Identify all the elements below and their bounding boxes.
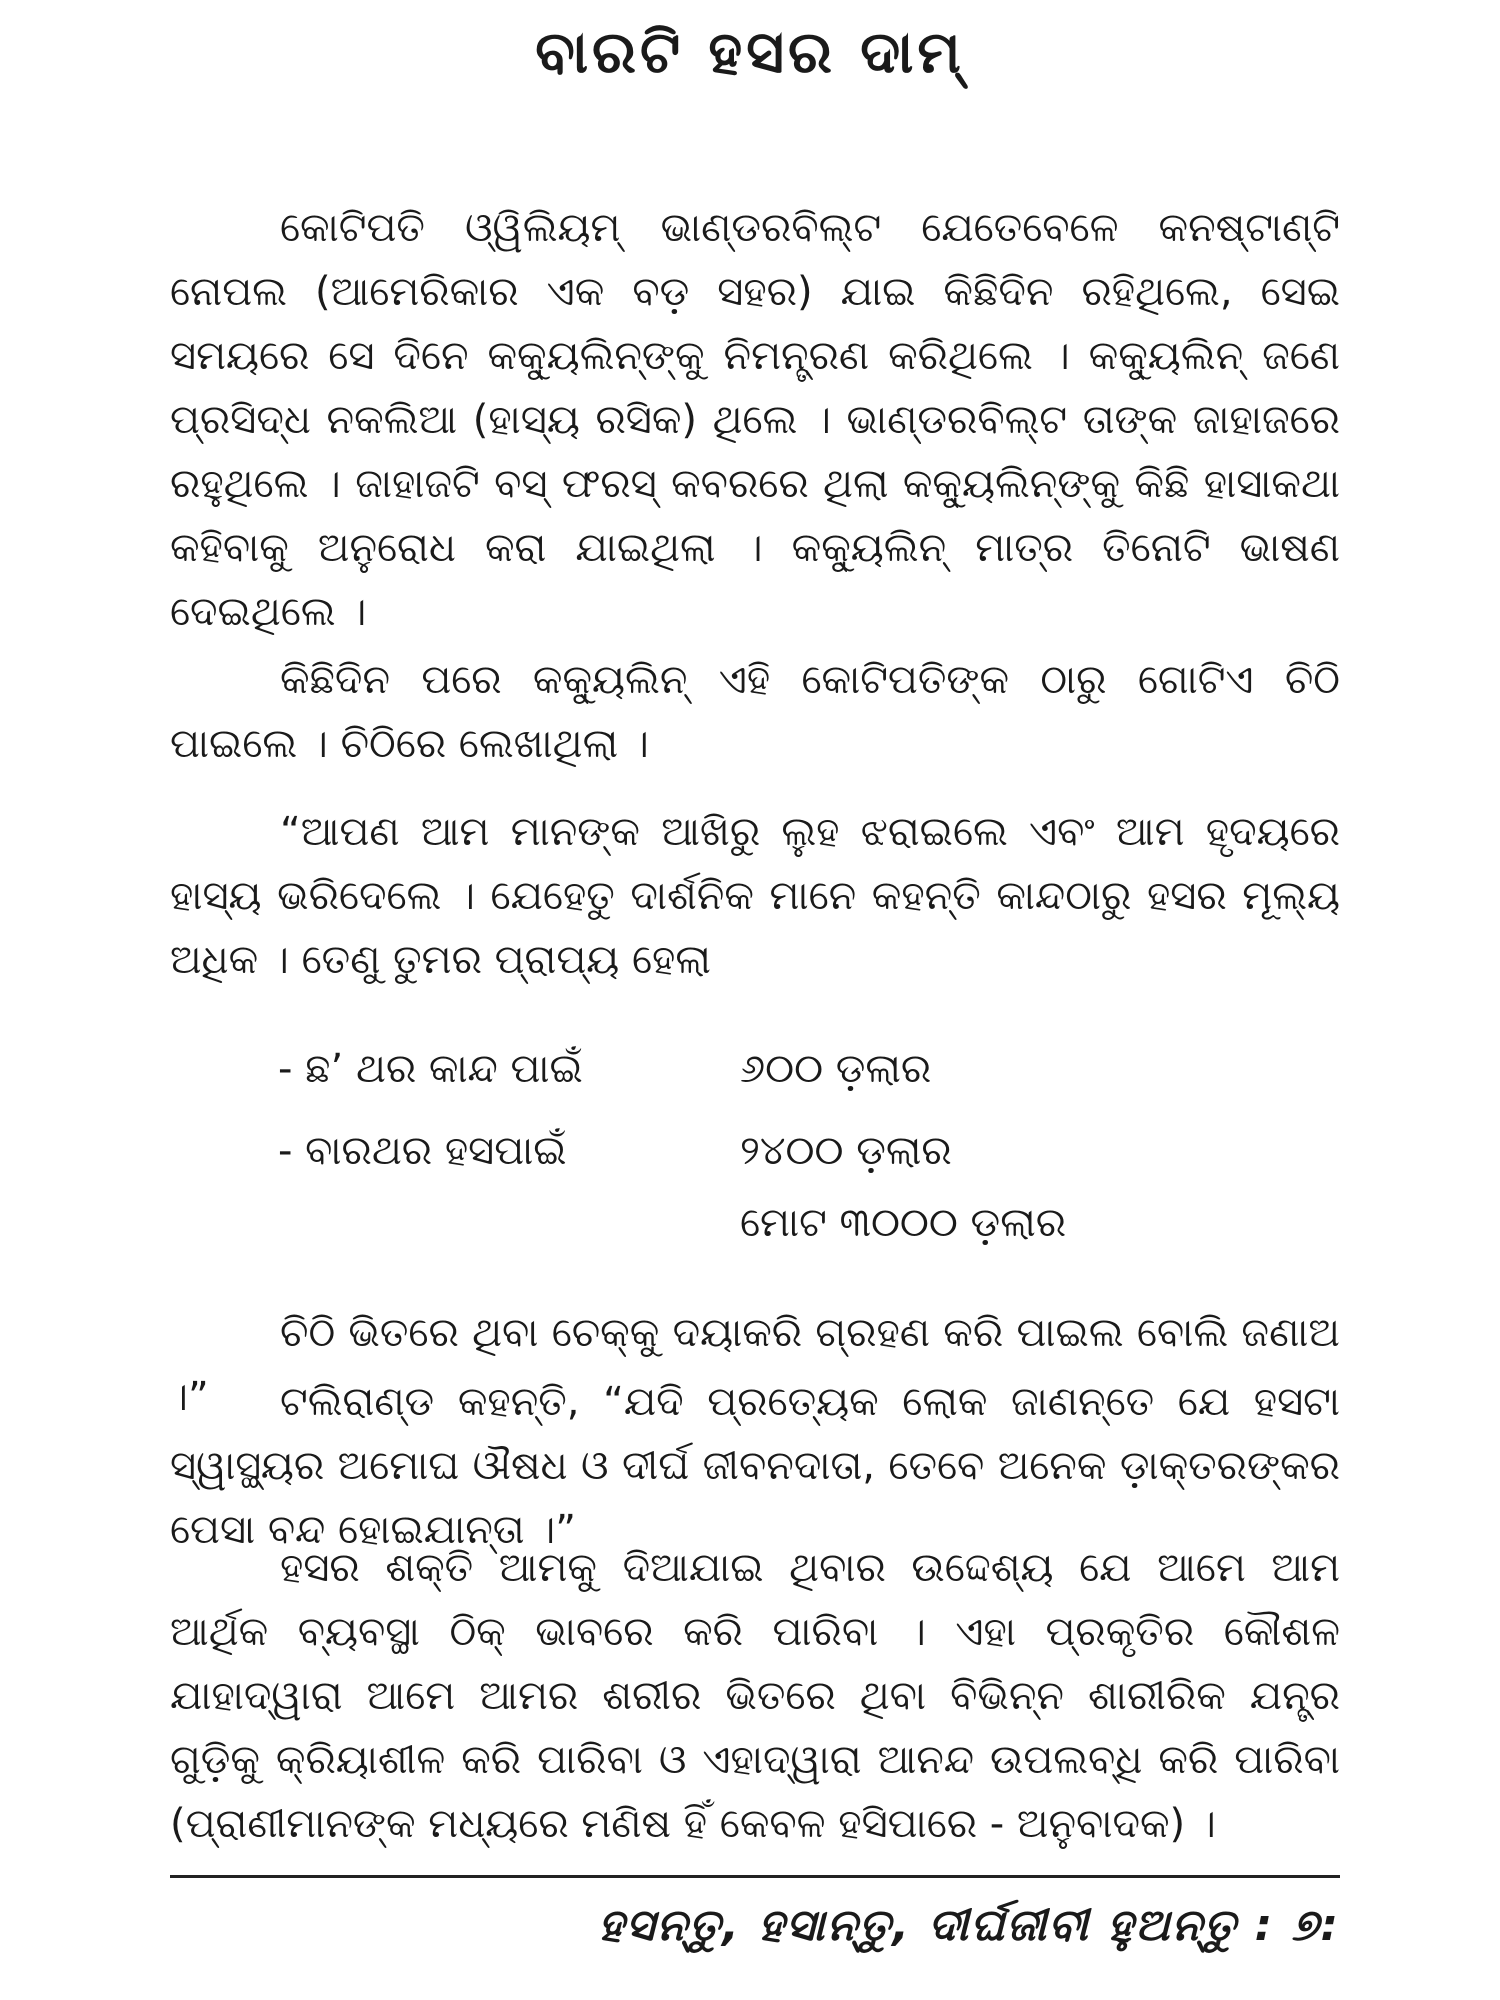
paragraph-letter-text: “ଆପଣ ଆମ ମାନଙ୍କ ଆଖିରୁ ଲୁହ ଝରାଇଲେ ଏବଂ ଆମ ହୃଦୟରେ ହାସ୍ୟ ଭରିଦେଲେ । ଯେହେତୁ ଦାର୍ଶନିକ ମାନେ କହନ୍ତି କାନ୍ଦଠାରୁ ହସର ମୂଲ୍ୟ ଅଧିକ । ତେଣୁ ତୁମର ପ୍ରାପ୍ୟ ହେଲା <box>170 809 1340 983</box>
payment-value-crying: ୬୦୦ ଡ଼ଲାର <box>740 1046 932 1092</box>
payment-label-crying: - ଛ’ ଥର କାନ୍ଦ ପାଇଁ <box>278 1046 583 1092</box>
paragraph-power-of-laughter: ହସର ଶକ୍ତି ଆମକୁ ଦିଆଯାଇ ଥିବାର ଉଦ୍ଦେଶ୍ୟ ଯେ ଆମେ ଆମ ଆର୍ଥିକ ବ୍ୟବସ୍ଥା ଠିକ୍ ଭାବରେ କରି ପାରିବା । ଏହା ପ୍ରକୃତିର କୌଶଳ ଯାହାଦ୍ୱାରା ଆମେ ଆମର ଶରୀର ଭିତରେ ଥିବା ବିଭିନ୍ନ ଶାରୀରିକ ଯନ୍ତ୍ର ଗୁଡ଼ିକୁ କ୍ରିୟାଶୀଳ କରି ପାରିବା ଓ ଏହାଦ୍ୱାରା ଆନନ୍ଦ ଉପଲବ୍ଧି କରି ପାରିବା (ପ୍ରାଣୀମାନଙ୍କ ମଧ୍ୟରେ ମଣିଷ ହିଁ କେବଳ ହସିପାରେ - ଅନୁବାଦକ) । <box>170 1545 1340 1847</box>
paragraph-intro: କୋଟିପତି ଓ୍ୱିଲିୟମ୍ ଭାଣ୍ଡରବିଲ୍ଟ ଯେତେବେଳେ କନଷ୍ଟାଣ୍ଟି ନୋପଲ (ଆମେରିକାର ଏକ ବଡ଼ ସହର) ଯାଇ କିଛିଦିନ ରହିଥିଲେ, ସେଇ ସମୟରେ ସେ ଦିନେ କକ୍ୟୁଲିନ୍‌ଙ୍କୁ ନିମନ୍ତ୍ରଣ କରିଥିଲେ । କକ୍ୟୁଲିନ୍ ଜଣେ ପ୍ରସିଦ୍ଧ ନକଲିଆ (ହାସ୍ୟ ରସିକ) ଥିଲେ । ଭାଣ୍ଡରବିଲ୍ଟ ତାଙ୍କ ଜାହାଜରେ ରହୁଥିଲେ । ଜାହାଜଟି ବସ୍ ଫରସ୍ କବରରେ ଥିଲା କକ୍ୟୁଲିନ୍‌ଙ୍କୁ କିଛି ହାସାକଥା କହିବାକୁ ଅନୁରୋଧ କରା ଯାଇଥିଲା । କକ୍ୟୁଲିନ୍ ମାତ୍ର ତିନୋଟି ଭାଷଣ ଦେଇଥିଲେ । <box>170 205 1340 635</box>
paragraph-letter-received: କିଛିଦିନ ପରେ କକ୍ୟୁଲିନ୍ ଏହି କୋଟିପତିଙ୍କ ଠାରୁ ଗୋଟିଏ ଚିଠି ପାଇଲେ । ଚିଠିରେ ଲେଖାଥିଲା । <box>170 657 1340 767</box>
paragraph-talleyrand-quote: ଟଲିରାଣ୍ଡ କହନ୍ତି, “ଯଦି ପ୍ରତ୍ୟେକ ଲୋକ ଜାଣନ୍ତେ ଯେ ହସଟା ସ୍ୱାସ୍ଥ୍ୟର ଅମୋଘ ଔଷଧ ଓ ଦୀର୍ଘ ଜୀବନଦାତା, ତେବେ ଅନେକ ଡ଼ାକ୍ତରଙ୍କର ପେସା ବନ୍ଦ ହୋଇଯାନ୍ତା ।” <box>170 1379 1340 1553</box>
paragraph-cheque: ଚିଠି ଭିତରେ ଥିବା ଚେକ୍‌କୁ ଦୟାକରି ଗ୍ରହଣ କରି ପାଇଲ ବୋଲି ଜଣାଅ ।” <box>170 1310 1340 1420</box>
payment-label-laughing: - ବାରଥର ହସପାଇଁ <box>278 1128 567 1174</box>
payment-total: ମୋଟ ୩୦୦୦ ଡ଼ଲାର <box>740 1200 1067 1246</box>
footer-divider <box>170 1875 1340 1878</box>
page-footer: ହସନ୍ତୁ, ହସାନ୍ତୁ, ଦୀର୍ଘଜୀବୀ ହୁଅନ୍ତୁ : ୭: <box>598 1900 1340 1951</box>
payment-value-laughing: ୨୪୦୦ ଡ଼ଲାର <box>740 1128 952 1174</box>
page-title: ବାରଟି ହସର ଦାମ୍ <box>535 18 965 86</box>
